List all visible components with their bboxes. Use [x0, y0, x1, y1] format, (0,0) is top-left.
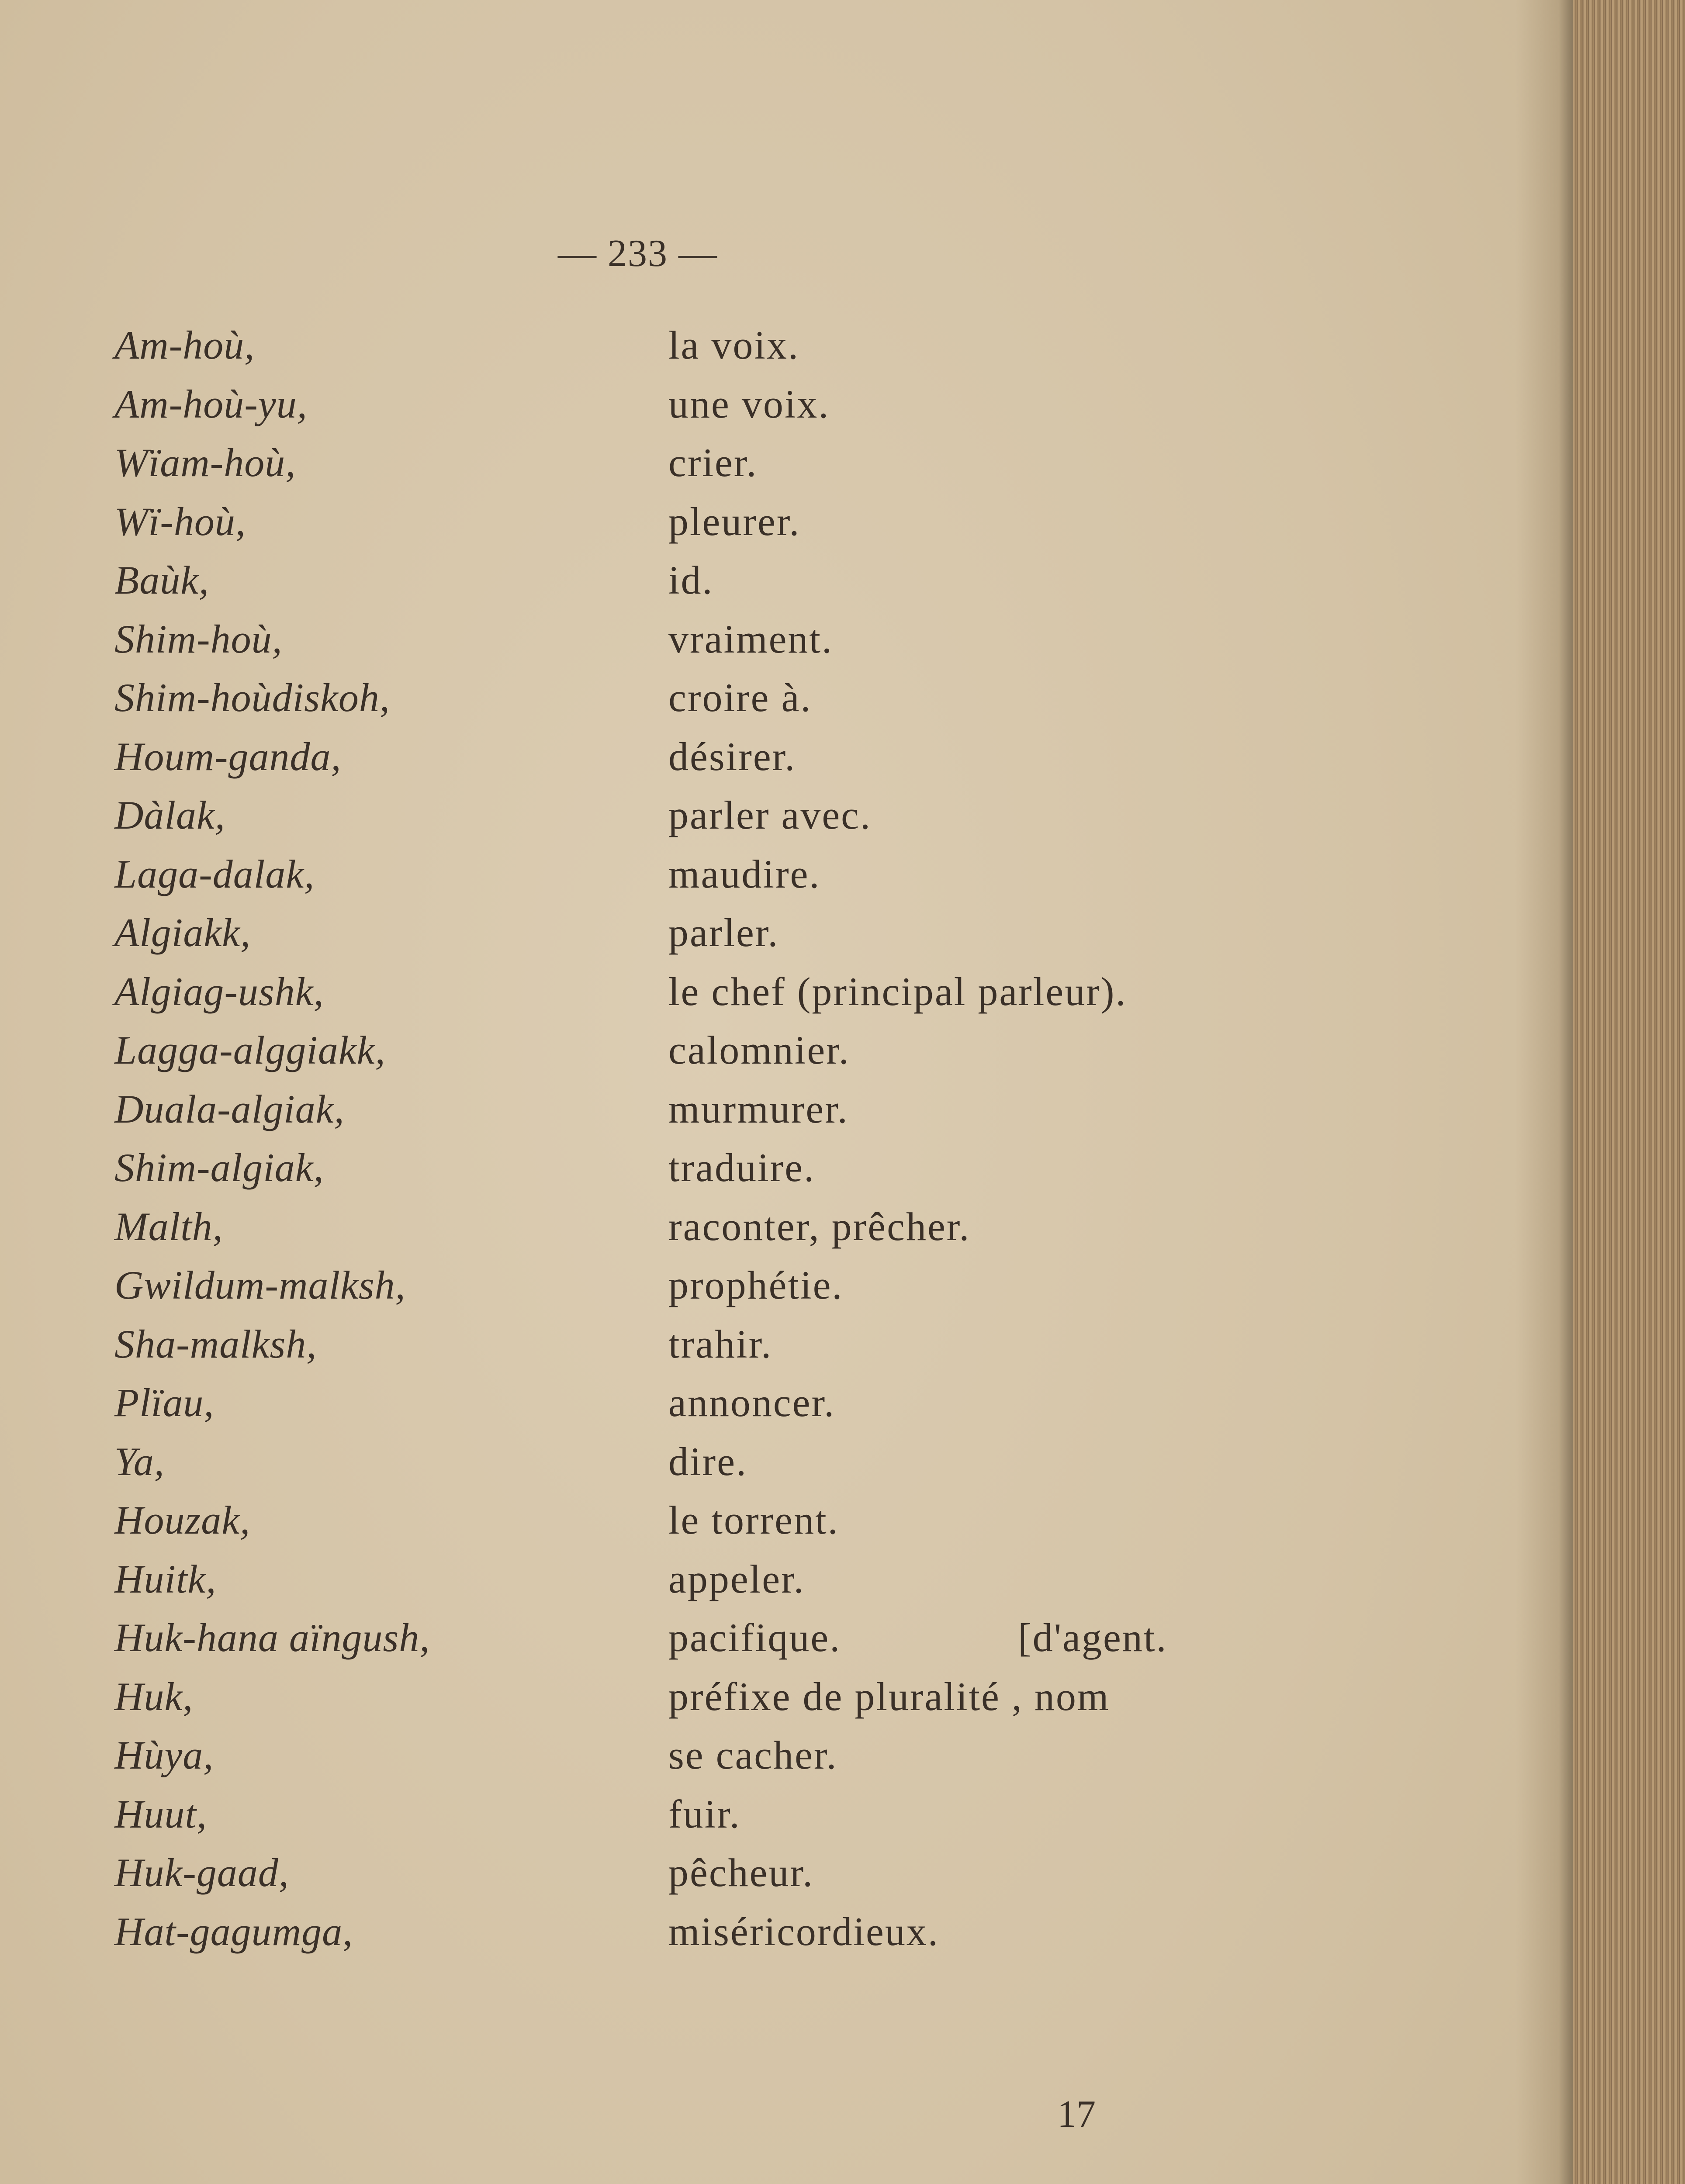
glossary-entry — [0, 1141, 1573, 1200]
entry-gloss: le torrent. — [668, 1498, 839, 1542]
entry-term: Am-hoù, — [114, 323, 255, 367]
glossary-entry — [0, 378, 1573, 437]
glossary-entry — [0, 1670, 1573, 1729]
entry-term: Huk-gaad, — [114, 1850, 289, 1895]
entry-gloss: pacifique. — [668, 1615, 841, 1660]
glossary-entry — [0, 319, 1573, 378]
glossary-entry — [0, 1553, 1573, 1612]
entry-term: Huk-hana aïngush, — [114, 1615, 430, 1660]
entry-term: Hùya, — [114, 1733, 214, 1777]
entry-term: Shim-hoùdiskoh, — [114, 675, 390, 720]
glossary-entry — [0, 1259, 1573, 1318]
entry-term: Algiag-ushk, — [114, 969, 324, 1014]
entry-gloss: croire à. — [668, 675, 812, 720]
glossary-entry — [0, 1435, 1573, 1494]
entry-term: Hat-gagumga, — [114, 1909, 353, 1954]
entry-gloss: préfixe de pluralité , nom — [668, 1674, 1110, 1719]
entry-term: Shim-algiak, — [114, 1145, 324, 1190]
glossary-entry — [0, 1729, 1573, 1788]
entry-gloss: calomnier. — [668, 1028, 850, 1072]
entry-term: Laga-dalak, — [114, 851, 315, 896]
entry-gloss: le chef (principal parleur). — [668, 969, 1127, 1014]
entry-term: Sha-malksh, — [114, 1321, 317, 1366]
page-number-header: — 233 — — [558, 232, 718, 275]
entry-gloss: vraiment. — [668, 616, 833, 661]
entry-term: Baùk, — [114, 558, 210, 602]
glossary-entry — [0, 906, 1573, 965]
entry-term: Lagga-alggiakk, — [114, 1028, 386, 1072]
entry-gloss: id. — [668, 558, 714, 602]
entry-gloss: annoncer. — [668, 1380, 836, 1425]
glossary-entry — [0, 789, 1573, 848]
entry-gloss: raconter, prêcher. — [668, 1204, 971, 1249]
entry-gloss: crier. — [668, 440, 758, 485]
glossary-entry — [0, 554, 1573, 613]
glossary-entry — [0, 1788, 1573, 1847]
entry-gloss: miséricordieux. — [668, 1909, 939, 1954]
glossary-entry — [0, 1905, 1573, 1964]
glossary-list — [0, 319, 1573, 1964]
entry-continuation-note: [d'agent. — [1018, 1615, 1168, 1660]
signature-mark: 17 — [1057, 2093, 1096, 2136]
glossary-entry — [0, 436, 1573, 495]
entry-gloss: parler. — [668, 910, 779, 955]
glossary-entry — [0, 965, 1573, 1024]
glossary-entry — [0, 1611, 1573, 1670]
entry-term: Malth, — [114, 1204, 223, 1249]
entry-gloss: la voix. — [668, 323, 799, 367]
entry-gloss: trahir. — [668, 1321, 773, 1366]
glossary-entry — [0, 671, 1573, 730]
glossary-entry — [0, 1024, 1573, 1083]
glossary-entry — [0, 1083, 1573, 1142]
entry-term: Huitk, — [114, 1556, 217, 1601]
entry-gloss: pêcheur. — [668, 1850, 814, 1895]
entry-gloss: traduire. — [668, 1145, 816, 1190]
glossary-entry — [0, 1376, 1573, 1435]
entry-gloss: parler avec. — [668, 793, 872, 837]
entry-term: Plïau, — [114, 1380, 215, 1425]
entry-gloss: murmurer. — [668, 1086, 849, 1131]
glossary-entry — [0, 730, 1573, 789]
page-edges — [1573, 0, 1685, 2184]
entry-gloss: se cacher. — [668, 1733, 838, 1777]
entry-term: Houm-ganda, — [114, 734, 342, 779]
entry-gloss: pleurer. — [668, 499, 801, 544]
glossary-entry — [0, 848, 1573, 907]
entry-term: Wïam-hoù, — [114, 440, 296, 485]
entry-gloss: prophétie. — [668, 1263, 844, 1307]
glossary-entry — [0, 1846, 1573, 1905]
entry-gloss: maudire. — [668, 851, 821, 896]
glossary-entry — [0, 1494, 1573, 1553]
entry-gloss: une voix. — [668, 381, 830, 426]
entry-term: Houzak, — [114, 1498, 251, 1542]
entry-term: Ya, — [114, 1439, 165, 1484]
entry-term: Gwildum-malksh, — [114, 1263, 406, 1307]
entry-term: Am-hoù-yu, — [114, 381, 308, 426]
entry-term: Algiakk, — [114, 910, 251, 955]
entry-term: Huk, — [114, 1674, 194, 1719]
entry-term: Huut, — [114, 1791, 207, 1836]
glossary-entry — [0, 1318, 1573, 1377]
glossary-entry — [0, 495, 1573, 554]
entry-term: Shim-hoù, — [114, 616, 283, 661]
entry-gloss: désirer. — [668, 734, 796, 779]
glossary-entry — [0, 1200, 1573, 1259]
entry-term: Wï-hoù, — [114, 499, 246, 544]
entry-gloss: dire. — [668, 1439, 748, 1484]
entry-gloss: fuir. — [668, 1791, 741, 1836]
glossary-entry — [0, 613, 1573, 672]
entry-term: Duala-algiak, — [114, 1086, 345, 1131]
entry-term: Dàlak, — [114, 793, 225, 837]
entry-gloss: appeler. — [668, 1556, 805, 1601]
